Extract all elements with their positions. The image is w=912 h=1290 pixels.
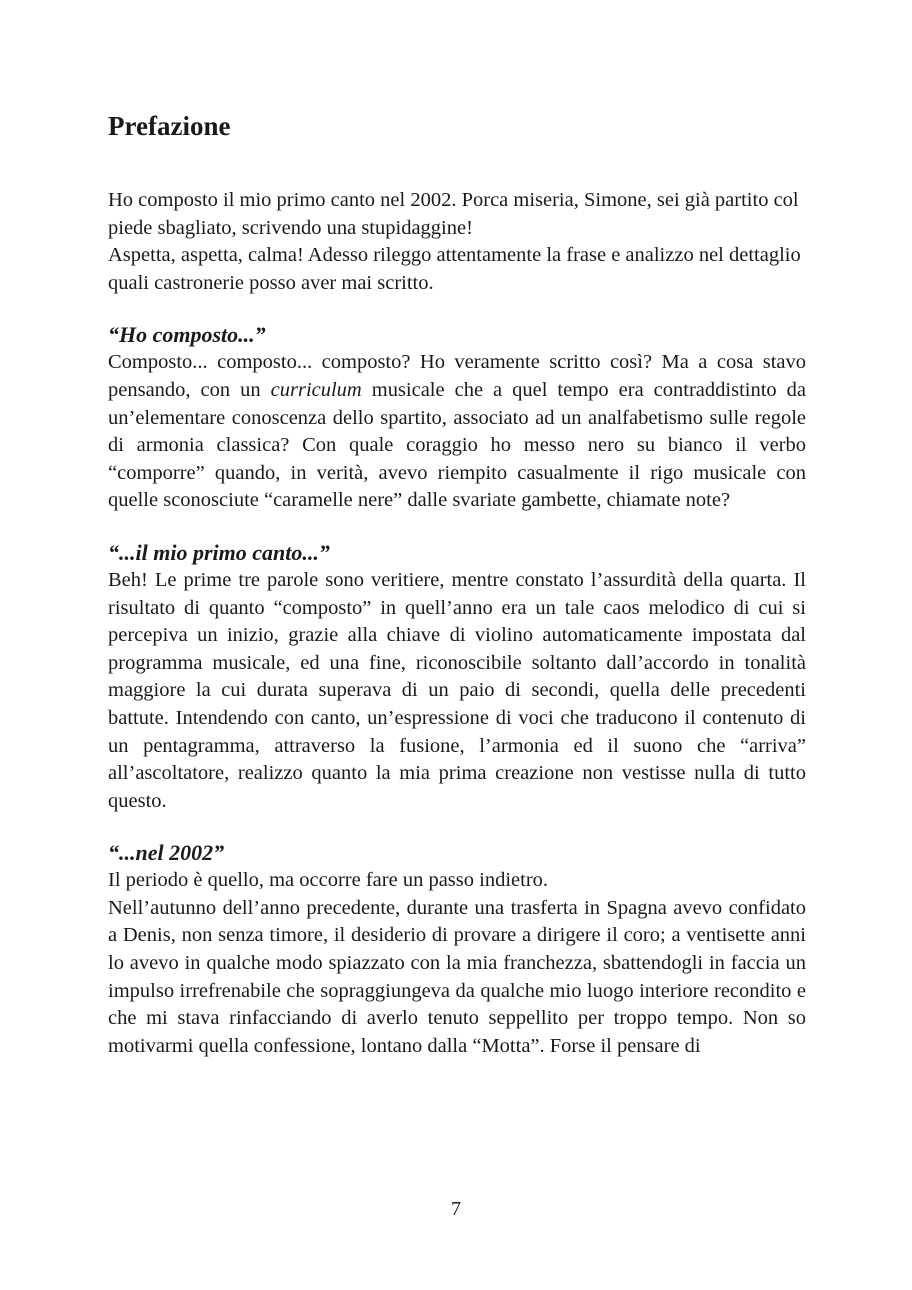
- section-heading-nel-2002: “...nel 2002”: [108, 840, 225, 866]
- section-heading-ho-composto: “Ho composto...”: [108, 322, 266, 348]
- chapter-title: Prefazione: [108, 111, 231, 141]
- paragraph-text: Composto... composto... composto? Ho veramente scritto così? Ma a cosa stavo pensando, con un: [108, 351, 806, 401]
- intro-paragraph-2: Aspetta, aspetta, calma! Adesso rileggo attentamente la frase e analizzo nel dettaglio quali castronerie posso aver mai scritto.: [108, 244, 801, 294]
- intro-paragraph-1: Ho composto il mio primo canto nel 2002. Porca miseria, Simone, sei già partito col piede sbagliato, scrivendo una stupidaggine!: [108, 189, 799, 239]
- section-heading-primo-canto: “...il mio primo canto...”: [108, 539, 330, 565]
- body-text: [108, 187, 806, 1060]
- section-paragraph-nel-2002-line1: Il periodo è quello, ma occorre fare un passo indietro.: [108, 869, 549, 892]
- page-number: 7: [451, 1198, 461, 1220]
- section-paragraph-nel-2002: Nell’autunno dell’anno precedente, durante una trasferta in Spagna avevo confidato a Denis, non senza timore, il desiderio di provare a dirigere il coro; a ventisette anni lo avevo in qualche modo spiazzato con la mia franchezza, sbattendogli in faccia un impulso irrefrenabile che sopraggiungeva da qualche mio luogo interiore recondito e che mi stava rinfacciando di averlo tenuto seppellito per troppo tempo. Non so motivarmi quella confessione, lontano dalla “Motta”. Forse il pensare di: [108, 896, 806, 1057]
- emphasis-text: curriculum: [270, 378, 362, 401]
- section-paragraph-ho-composto: [108, 349, 806, 515]
- paragraph-text: musicale che a quel tempo era contraddistinto da un’elementare conoscenza dello spartito, associato ad un analfabetismo sulle regole di armonia classica? Con quale coraggio ho messo nero su bianco il verbo “comporre” quando, in verità, avevo riempito casualmente il rigo musicale con quelle sconosciute “caramelle nere” dalle svariate gambette, chiamate note?: [108, 378, 806, 512]
- section-paragraph-primo-canto: Beh! Le prime tre parole sono veritiere, mentre constato l’assurdità della quarta. Il risultato di quanto “composto” in quell’anno era un tale caos melodico di cui si percepiva un inizio, grazie alla chiave di violino automaticamente impostata dal programma musicale, ed una fine, riconoscibile soltanto dall’accordo in tonalità maggiore la cui durata superava di un paio di secondi, quella delle precedenti battute. Intendendo con canto, un’espressione di voci che traducono il contenuto di un pentagramma, attraverso la fusione, l’armonia ed il suono che “arriva” all’ascoltatore, realizzo quanto la mia prima creazione non vestisse nulla di tutto questo.: [108, 568, 806, 812]
